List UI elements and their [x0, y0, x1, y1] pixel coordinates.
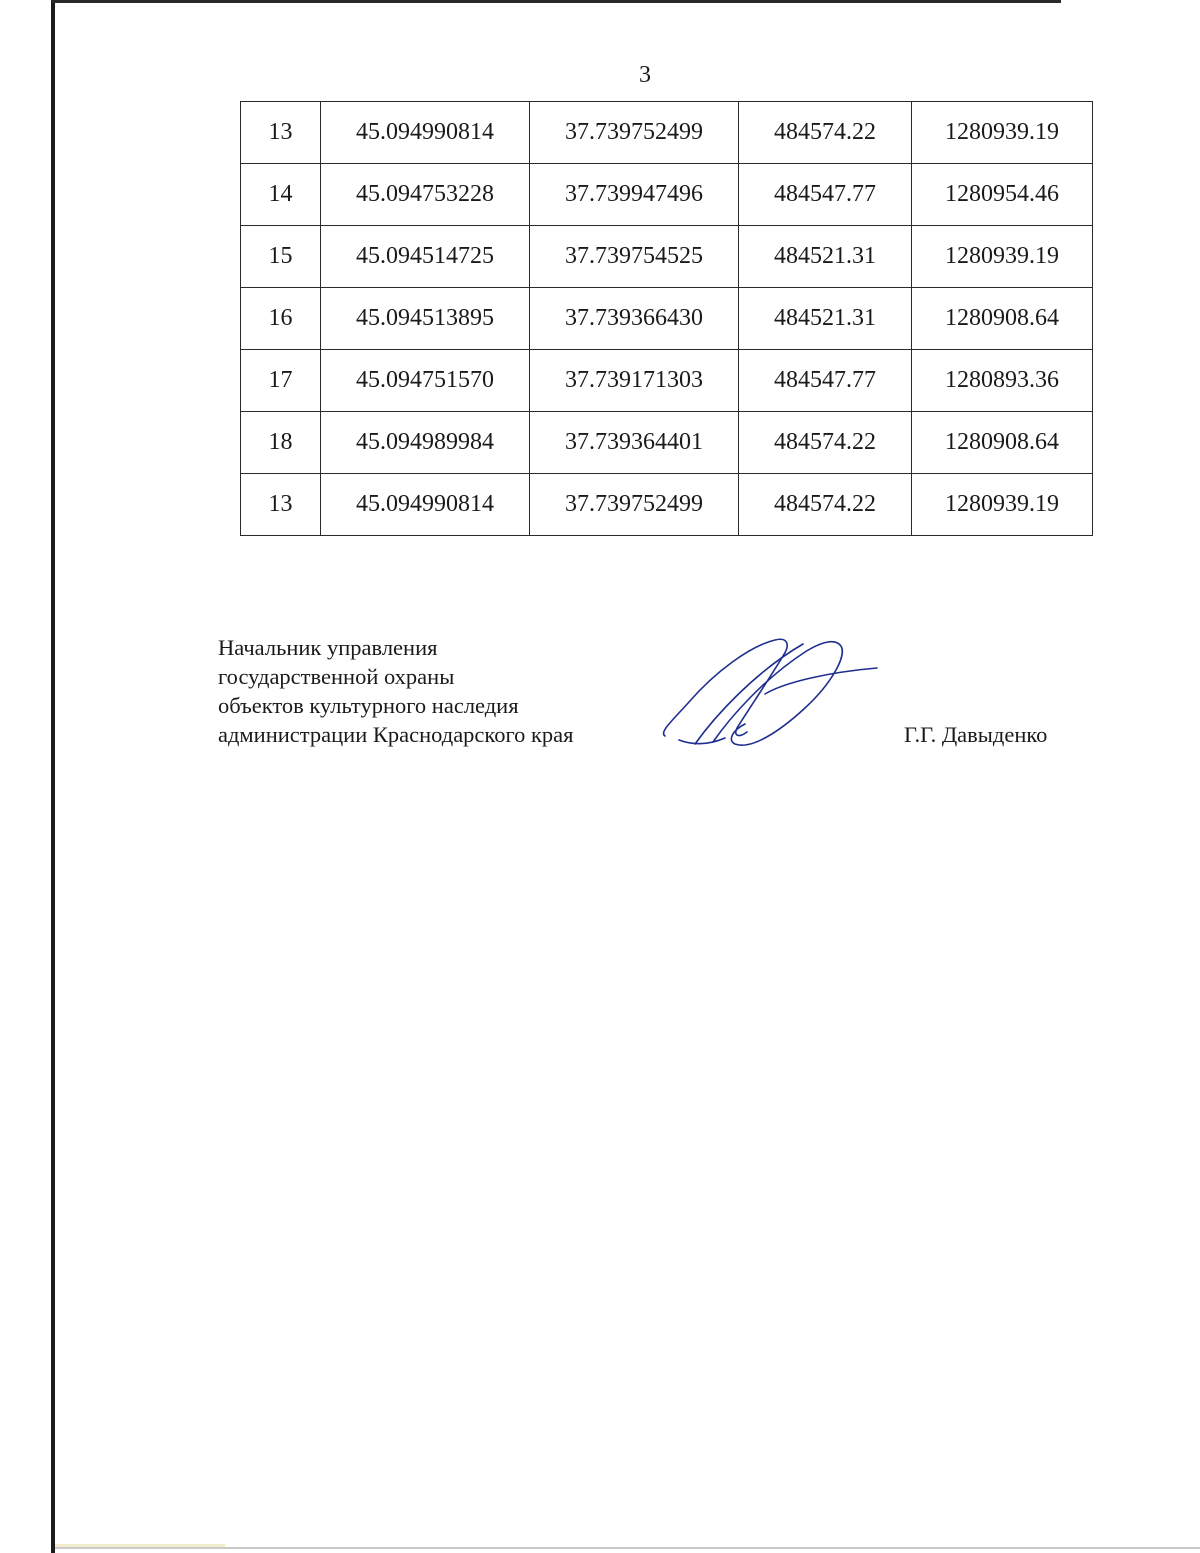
table-row — [241, 474, 1093, 536]
handwritten-signature — [655, 632, 885, 752]
table-row — [241, 412, 1093, 474]
latitude-cell: 45.094990814 — [321, 474, 530, 536]
page-number: 3 — [639, 62, 651, 88]
x-coordinate-cell: 484574.22 — [739, 474, 912, 536]
latitude-cell: 45.094514725 — [321, 226, 530, 288]
latitude-cell: 45.094751570 — [321, 350, 530, 412]
y-coordinate-cell: 1280954.46 — [912, 164, 1093, 226]
signatory-title-line: администрации Краснодарского края — [218, 722, 574, 747]
table-row — [241, 164, 1093, 226]
x-coordinate-cell: 484547.77 — [739, 164, 912, 226]
signatory-title-line: государственной охраны — [218, 664, 455, 689]
scan-top-border — [51, 0, 1061, 3]
signatory-name: Г.Г. Давыденко — [904, 722, 1048, 747]
point-number-cell: 16 — [241, 288, 321, 350]
table-row — [241, 350, 1093, 412]
point-number-cell: 18 — [241, 412, 321, 474]
scan-bottom-border — [55, 1547, 1200, 1549]
longitude-cell: 37.739752499 — [530, 102, 739, 164]
point-number-cell: 13 — [241, 102, 321, 164]
y-coordinate-cell: 1280908.64 — [912, 288, 1093, 350]
latitude-cell: 45.094990814 — [321, 102, 530, 164]
y-coordinate-cell: 1280893.36 — [912, 350, 1093, 412]
latitude-cell: 45.094753228 — [321, 164, 530, 226]
y-coordinate-cell: 1280908.64 — [912, 412, 1093, 474]
longitude-cell: 37.739752499 — [530, 474, 739, 536]
point-number-cell: 13 — [241, 474, 321, 536]
table-row — [241, 288, 1093, 350]
table-row — [241, 102, 1093, 164]
longitude-cell: 37.739364401 — [530, 412, 739, 474]
point-number-cell: 14 — [241, 164, 321, 226]
x-coordinate-cell: 484574.22 — [739, 412, 912, 474]
latitude-cell: 45.094513895 — [321, 288, 530, 350]
point-number-cell: 15 — [241, 226, 321, 288]
y-coordinate-cell: 1280939.19 — [912, 474, 1093, 536]
signatory-title-line: Начальник управления — [218, 635, 438, 660]
signatory-title-line: объектов культурного наследия — [218, 693, 519, 718]
y-coordinate-cell: 1280939.19 — [912, 226, 1093, 288]
coordinates-table — [240, 101, 1093, 536]
scan-left-border — [51, 0, 55, 1553]
latitude-cell: 45.094989984 — [321, 412, 530, 474]
x-coordinate-cell: 484521.31 — [739, 288, 912, 350]
table-row — [241, 226, 1093, 288]
signatory-title — [218, 633, 574, 749]
longitude-cell: 37.739171303 — [530, 350, 739, 412]
x-coordinate-cell: 484574.22 — [739, 102, 912, 164]
longitude-cell: 37.739754525 — [530, 226, 739, 288]
y-coordinate-cell: 1280939.19 — [912, 102, 1093, 164]
point-number-cell: 17 — [241, 350, 321, 412]
longitude-cell: 37.739366430 — [530, 288, 739, 350]
x-coordinate-cell: 484521.31 — [739, 226, 912, 288]
longitude-cell: 37.739947496 — [530, 164, 739, 226]
x-coordinate-cell: 484547.77 — [739, 350, 912, 412]
